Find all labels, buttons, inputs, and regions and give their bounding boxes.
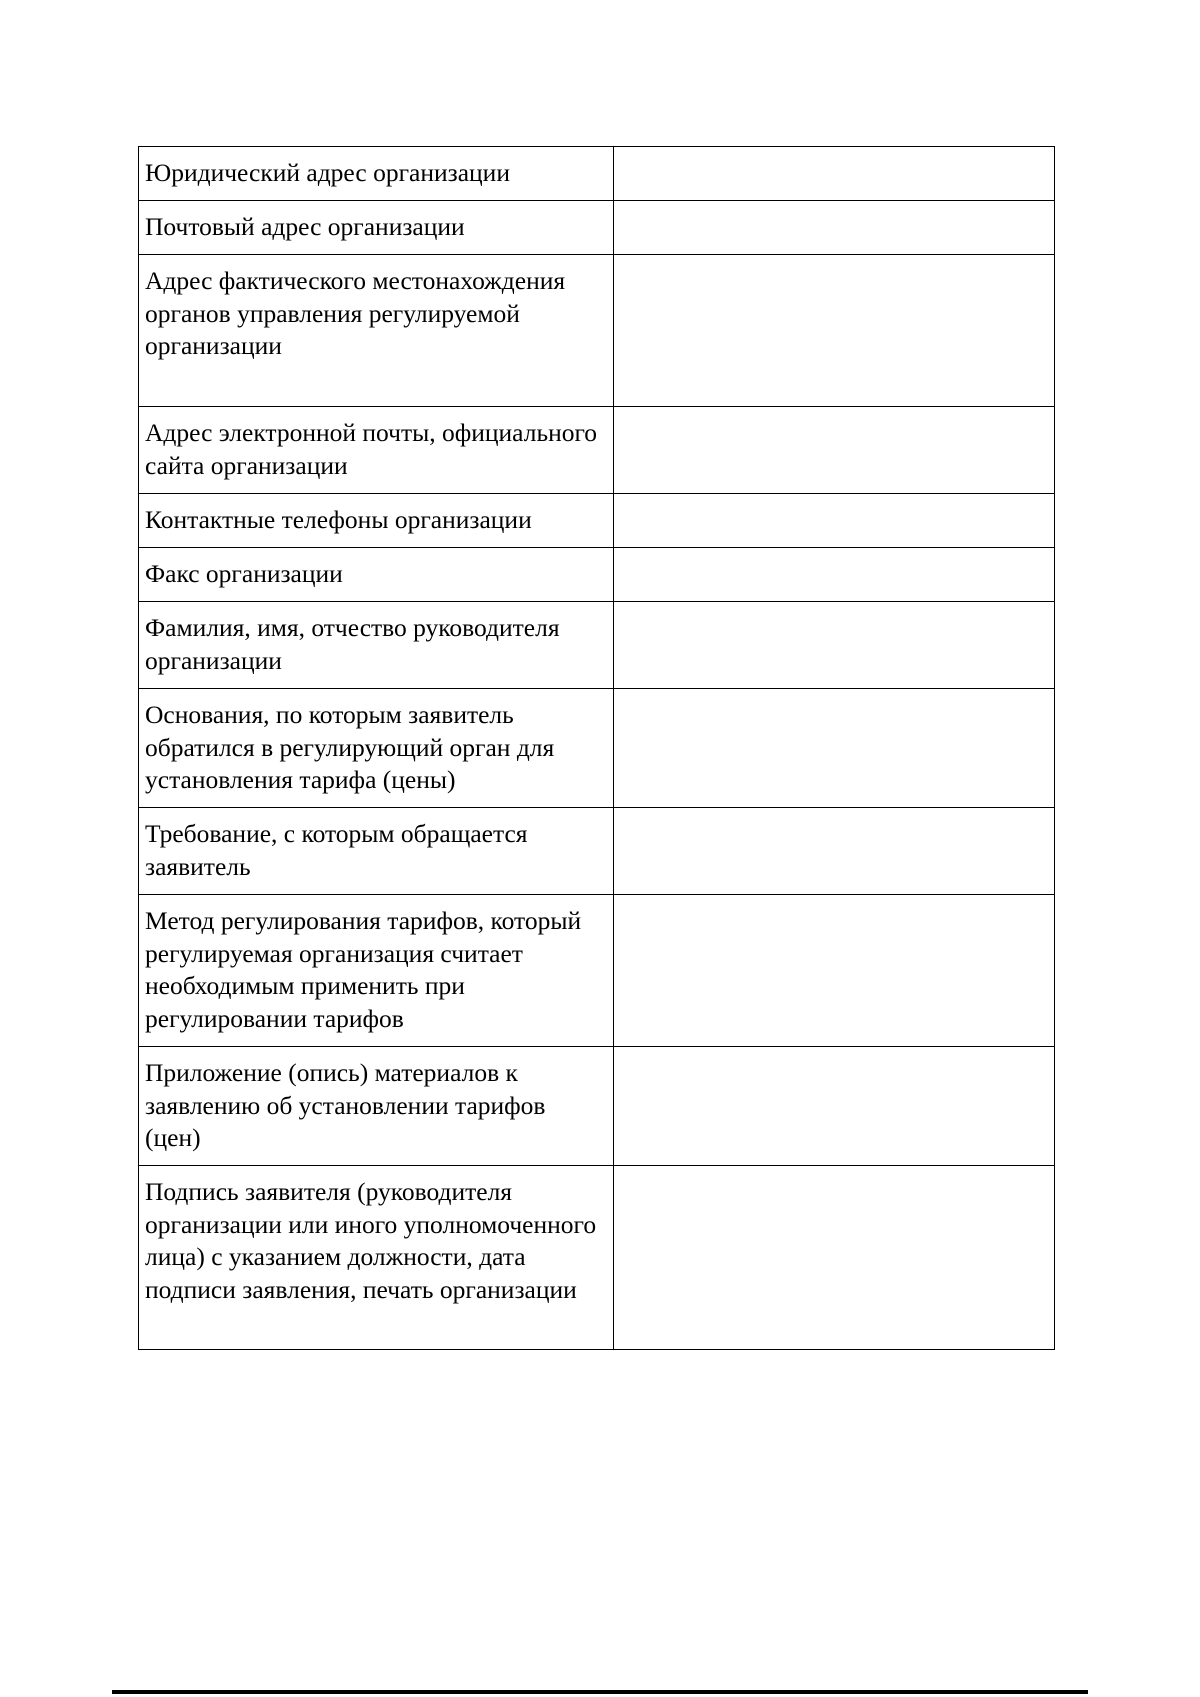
- actual-location-label: Адрес фактического местонахождения органов управления регулируемой организации: [139, 255, 614, 407]
- table-row: [139, 147, 1055, 201]
- attachments-label: Приложение (опись) материалов к заявлению об установлении тарифов (цен): [139, 1047, 614, 1166]
- table-row: [139, 602, 1055, 689]
- fax-value-cell: [614, 548, 1055, 602]
- table-row: [139, 808, 1055, 895]
- table-row: [139, 201, 1055, 255]
- requirement-label: Требование, с которым обращается заявитель: [139, 808, 614, 895]
- table-row: [139, 895, 1055, 1047]
- legal-address-value-cell: [614, 147, 1055, 201]
- table-row: [139, 255, 1055, 407]
- contact-phones-label: Контактные телефоны организации: [139, 494, 614, 548]
- signature-value-cell: [614, 1166, 1055, 1350]
- bottom-rule-divider: [112, 1690, 1088, 1694]
- postal-address-label: Почтовый адрес организации: [139, 201, 614, 255]
- requirement-value-cell: [614, 808, 1055, 895]
- email-website-value-cell: [614, 407, 1055, 494]
- table-row: [139, 1166, 1055, 1350]
- table-row: [139, 548, 1055, 602]
- attachments-value-cell: [614, 1047, 1055, 1166]
- regulation-method-value-cell: [614, 895, 1055, 1047]
- director-name-value-cell: [614, 602, 1055, 689]
- grounds-label: Основания, по которым заявитель обратился в регулирующий орган для установления тарифа (цены): [139, 689, 614, 808]
- postal-address-value-cell: [614, 201, 1055, 255]
- director-name-label: Фамилия, имя, отчество руководителя организации: [139, 602, 614, 689]
- grounds-value-cell: [614, 689, 1055, 808]
- fax-label: Факс организации: [139, 548, 614, 602]
- table-row: [139, 1047, 1055, 1166]
- contact-phones-value-cell: [614, 494, 1055, 548]
- legal-address-label: Юридический адрес организации: [139, 147, 614, 201]
- email-website-label: Адрес электронной почты, официального сайта организации: [139, 407, 614, 494]
- table-row: [139, 494, 1055, 548]
- actual-location-value-cell: [614, 255, 1055, 407]
- table-row: [139, 407, 1055, 494]
- application-form-table: [138, 146, 1055, 1350]
- signature-label: Подпись заявителя (руководителя организации или иного уполномоченного лица) с указанием должности, дата подписи заявления, печать организации: [139, 1166, 614, 1350]
- table-row: [139, 689, 1055, 808]
- regulation-method-label: Метод регулирования тарифов, который регулируемая организация считает необходимым применить при регулировании тарифов: [139, 895, 614, 1047]
